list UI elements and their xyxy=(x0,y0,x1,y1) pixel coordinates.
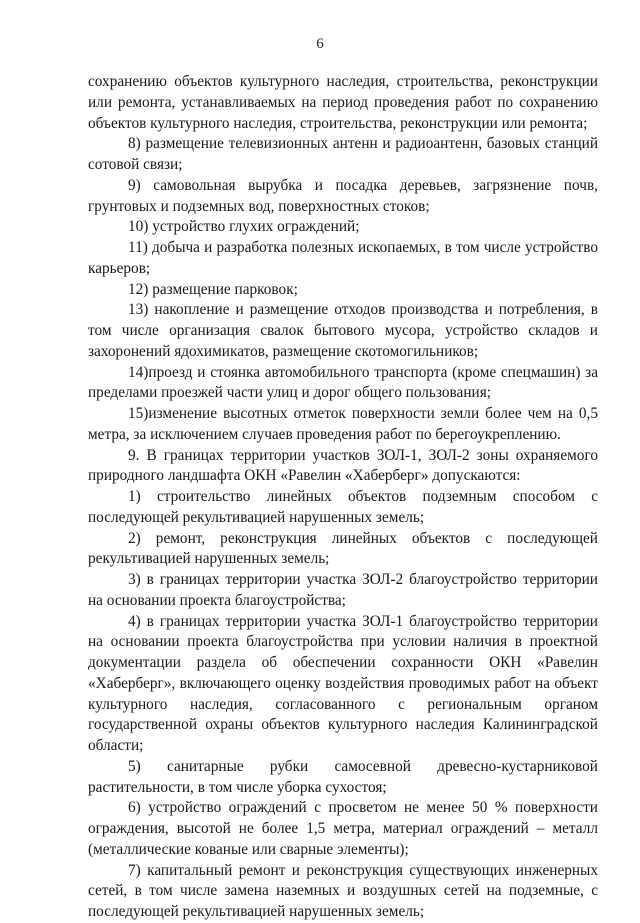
paragraph-item-10: 10) устройство глухих ограждений; xyxy=(128,218,360,236)
paragraph-allowed-7: 7) капитальный ремонт и реконструкция существующих инженерных сетей, в том числе замена наземных и воздушных сетей на подземные, с последующей рекультивацией нарушенных земель; xyxy=(88,861,598,920)
paragraph-allowed-2: 2) ремонт, реконструкция линейных объектов с последующей рекультивацией нарушенных земель; xyxy=(88,529,598,568)
paragraph-section-9: 9. В границах территории участков ЗОЛ-1, ЗОЛ-2 зоны охраняемого природного ландшафта ОКН «Равелин «Хаберберг» допускаются: xyxy=(88,446,598,485)
paragraph-item-13: 13) накопление и размещение отходов производства и потребления, в том числе организация свалок бытового мусора, устройство складов и захоронений ядохимикатов, размещение скотомогильников; xyxy=(88,301,598,360)
paragraph-allowed-4: 4) в границах территории участка ЗОЛ-1 благоустройство территории на основании проекта благоустройства при условии наличия в проектной документации раздела об обеспечении сохранности ОКН «Равелин «Хаберберг», включающего оценку воздействия проводимых работ на объект культурного наследия, согласованного с региональным органом государственной охраны объектов культурного наследия Калининградской области; xyxy=(88,612,598,754)
paragraph-allowed-6: 6) устройство ограждений с просветом не менее 50 % поверхности ограждения, высотой не более 1,5 метра, материал ограждений – металл (металлические кованые или сварные элементы); xyxy=(88,799,598,858)
paragraph-item-9: 9) самовольная вырубка и посадка деревьев, загрязнение почв, грунтовых и подземных вод, поверхностных стоков; xyxy=(88,176,598,215)
paragraph-item-14: 14)проезд и стоянка автомобильного транспорта (кроме спецмашин) за пределами проезжей части улиц и дорог общего пользования; xyxy=(88,363,598,402)
paragraph-allowed-3: 3) в границах территории участка ЗОЛ-2 благоустройство территории на основании проекта благоустройства; xyxy=(88,571,598,609)
paragraph-item-11: 11) добыча и разработка полезных ископаемых, в том числе устройство карьеров; xyxy=(88,239,598,277)
paragraph-allowed-5: 5) санитарные рубки самосевной древесно-кустарниковой растительности, в том числе уборка сухостоя; xyxy=(88,757,598,796)
paragraph-item-12: 12) размещение парковок; xyxy=(128,280,298,298)
document-body xyxy=(88,72,598,923)
paragraph-item-15: 15)изменение высотных отметок поверхности земли более чем на 0,5 метра, за исключением случаев проведения работ по берегоукреплению. xyxy=(88,405,598,443)
page-number: 6 xyxy=(316,36,324,52)
paragraph-allowed-1: 1) строительство линейных объектов подземным способом с последующей рекультивацией нарушенных земель; xyxy=(88,488,598,526)
paragraph-continuation: сохранению объектов культурного наследия, строительства, реконструкции или ремонта, устанавливаемых на период проведения работ по сохранению объектов культурного наследия, строительства, реконструкции или ремонта; xyxy=(88,73,598,132)
paragraph-item-8: 8) размещение телевизионных антенн и радиоантенн, базовых станций сотовой связи; xyxy=(88,135,598,173)
